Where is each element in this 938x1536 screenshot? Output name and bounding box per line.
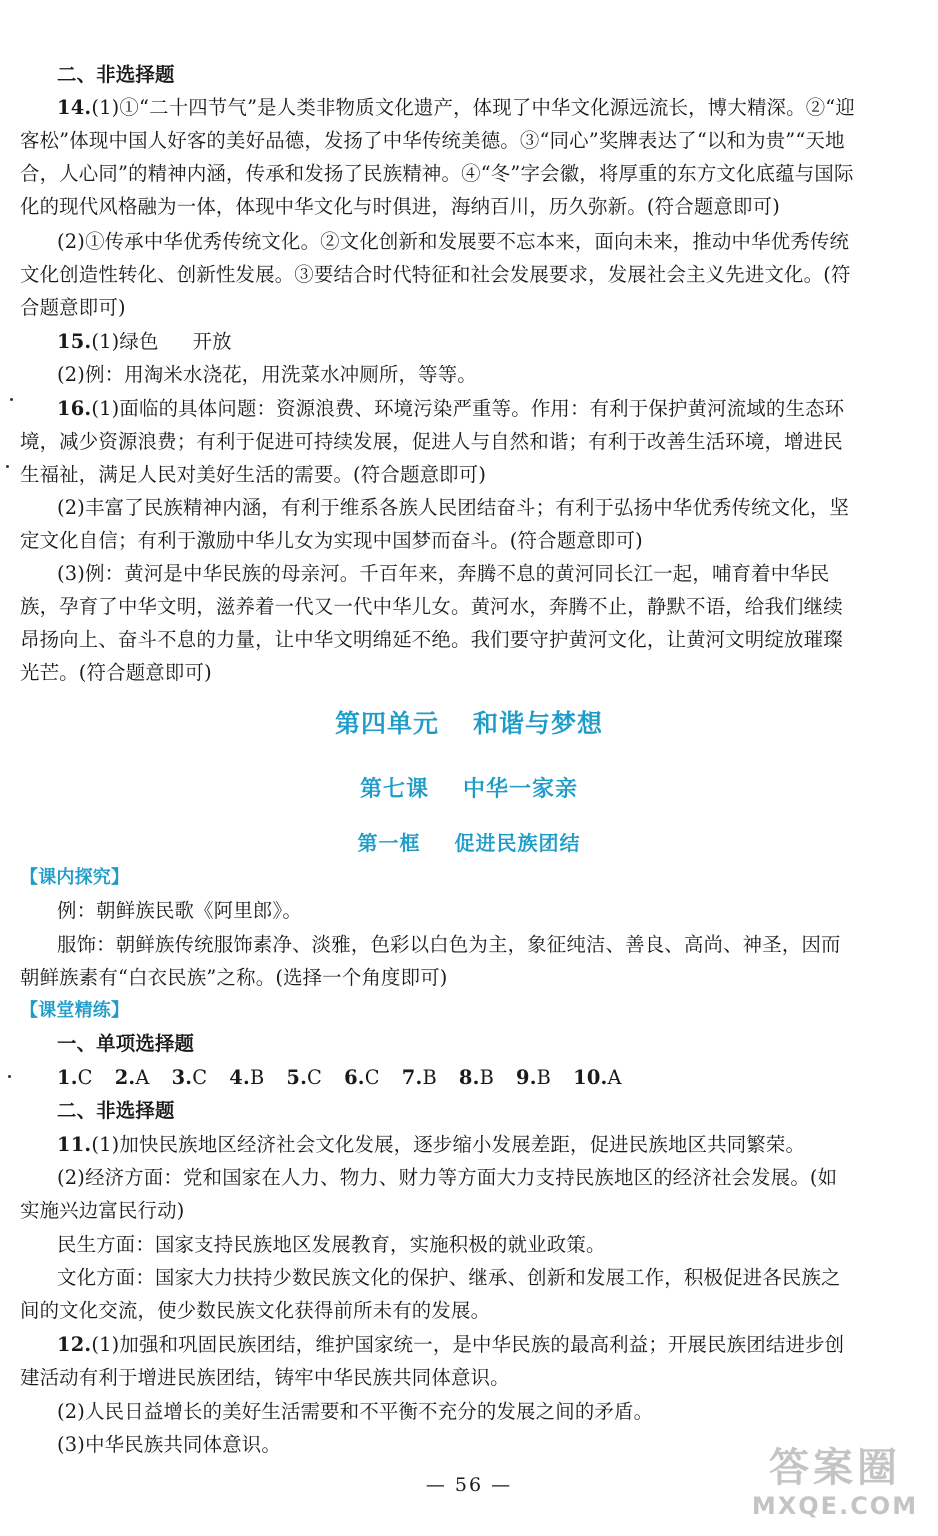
q15-line-2: (2)例：用淘米水浇花，用洗菜水冲厕所，等等。 (57, 363, 477, 386)
q12-line-1 (57, 1328, 918, 1361)
q16-line-7: 族，孕育了中华文明，滋养着一代又一代中华儿女。黄河水，奔腾不止，静默不语，给我们继续 (20, 595, 843, 618)
answer-number: 5. (286, 1066, 308, 1089)
answer-item (402, 1061, 437, 1094)
q16-line-5: 定文化自信；有利于激励中华儿女为实现中国梦而奋斗。(符合题意即可) (20, 529, 643, 552)
q11-line-3: 实施兴边富民行动) (20, 1199, 185, 1222)
answer-letter: A (607, 1066, 622, 1089)
unit-title (0, 704, 938, 744)
q14-line-7: 合题意即可) (20, 296, 126, 319)
answer-item (459, 1061, 494, 1094)
q14-line-4: 化的现代风格融为一体，体现中华文化与时俱进，海纳百川，历久弥新。(符合题意即可) (20, 195, 780, 218)
q15-line-1 (57, 325, 918, 358)
q11-line-6: 间的文化交流，使少数民族文化获得前所未有的发展。 (20, 1299, 491, 1322)
unit-name: 和谐与梦想 (473, 709, 604, 738)
q14-line-3: 合，人心同”的精神内涵，传承和发扬了民族精神。④“冬”字会徽，将厚重的东方文化底蕴与国际 (20, 162, 854, 185)
q11-text-1: (1)加快民族地区经济社会文化发展，逐步缩小发展差距，促进民族地区共同繁荣。 (91, 1133, 806, 1156)
q11-line-4: 民生方面：国家支持民族地区发展教育，实施积极的就业政策。 (57, 1233, 606, 1256)
section-heading-single-choice: 一、单项选择题 (57, 1032, 195, 1055)
answer-number: 10. (573, 1066, 608, 1089)
q14-number: 14. (57, 96, 92, 119)
q16-text-1: (1)面临的具体问题：资源浪费、环境污染严重等。作用：有利于保护黄河流域的生态环 (91, 397, 845, 420)
q14-text-1: (1)①“二十四节气”是人类非物质文化遗产，体现了中华文化源远流长，博大精深。②“迎 (91, 96, 856, 119)
q16-line-8: 昂扬向上、奋斗不息的力量，让中华文明绵延不绝。我们要守护黄河文化，让黄河文明绽放璀璨 (20, 628, 843, 651)
q16-line-2: 境，减少资源浪费；有利于促进可持续发展，促进人与自然和谐；有利于改善生活环境，增进民 (20, 430, 843, 453)
q16-line-6: (3)例：黄河是中华民族的母亲河。千百年来，奔腾不息的黄河同长江一起，哺育着中华民 (57, 562, 830, 585)
answer-letter: C (192, 1066, 208, 1089)
margin-mark (6, 465, 9, 468)
q15-number: 15. (57, 330, 92, 353)
explore-line-2: 服饰：朝鲜族传统服饰素净、淡雅，色彩以白色为主，象征纯洁、善良、高尚、神圣，因而 (57, 933, 841, 956)
q15-answer-1: (1)绿色 (91, 330, 159, 353)
page-number: — 56 — (425, 1474, 513, 1496)
lesson-name: 中华一家亲 (463, 777, 579, 802)
answer-item (516, 1061, 551, 1094)
q15-answer-2: 开放 (192, 330, 232, 353)
answer-item (229, 1061, 264, 1094)
answer-item (344, 1061, 380, 1094)
q11-line-2: (2)经济方面：党和国家在人力、物力、财力等方面大力支持民族地区的经济社会发展。(如 (57, 1166, 838, 1189)
q11-line-1 (57, 1128, 918, 1161)
answer-number: 4. (229, 1066, 250, 1089)
answer-number: 1. (57, 1066, 78, 1089)
tag-classroom-inquiry: 【课内探究】 (20, 867, 130, 888)
answer-number: 7. (401, 1066, 423, 1089)
section-heading-nonchoice: 二、非选择题 (57, 63, 175, 86)
answer-letter: C (307, 1066, 323, 1089)
margin-mark (8, 1075, 11, 1078)
answer-number: 8. (458, 1066, 480, 1089)
watermark-domain: MXQE.COM (751, 1492, 919, 1520)
single-choice-answers (57, 1061, 918, 1094)
answer-letter: B (249, 1066, 265, 1089)
q12-line-4: (3)中华民族共同体意识。 (57, 1433, 281, 1456)
frame-name: 促进民族团结 (454, 831, 581, 855)
q12-text-1: (1)加强和巩固民族团结，维护国家统一，是中华民族的最高利益；开展民族团结进步创 (91, 1333, 845, 1356)
watermark-logo-text: 答案圈 (769, 1445, 901, 1491)
q16-line-1 (57, 392, 918, 425)
q14-line-6: 文化创造性转化、创新性发展。③要结合时代特征和社会发展要求，发展社会主义先进文化。(符 (20, 263, 851, 286)
q14-line-2: 客松”体现中国人好客的美好品德，发扬了中华传统美德。③“同心”奖牌表达了“以和为贵”“天地 (20, 129, 845, 152)
q12-number: 12. (57, 1333, 92, 1356)
lesson-number: 第七课 (359, 777, 429, 802)
answer-item (115, 1061, 150, 1094)
lesson-title (0, 772, 938, 808)
q14-line-5: (2)①传承中华优秀传统文化。②文化创新和发展要不忘本来，面向未来，推动中华优秀传统 (57, 230, 850, 253)
unit-number: 第四单元 (334, 709, 439, 738)
answer-item (57, 1061, 93, 1094)
answer-number: 9. (516, 1066, 537, 1089)
margin-mark (10, 398, 13, 401)
site-watermark-logo (746, 1444, 924, 1526)
answer-number: 2. (114, 1066, 136, 1089)
q14-line-1 (57, 91, 918, 124)
answer-number: 6. (344, 1066, 365, 1089)
q16-line-9: 光芒。(符合题意即可) (20, 661, 212, 684)
explore-line-1: 例：朝鲜族民歌《阿里郎》。 (57, 899, 302, 922)
q12-line-2: 建活动有利于增进民族团结，铸牢中华民族共同体意识。 (20, 1366, 510, 1389)
q12-line-3: (2)人民日益增长的美好生活需要和不平衡不充分的发展之间的矛盾。 (57, 1400, 654, 1423)
answer-letter: A (135, 1066, 150, 1089)
answer-letter: B (536, 1066, 552, 1089)
answer-letter: C (77, 1066, 93, 1089)
q16-line-4: (2)丰富了民族精神内涵，有利于维系各族人民团结奋斗；有利于弘扬中华优秀传统文化，坚 (57, 496, 850, 519)
answer-number: 3. (171, 1066, 193, 1089)
section-heading-nonchoice-2: 二、非选择题 (57, 1099, 175, 1122)
answer-item (286, 1061, 322, 1094)
answer-item (172, 1061, 208, 1094)
answer-item (573, 1061, 622, 1094)
explore-line-3: 朝鲜族素有“白衣民族”之称。(选择一个角度即可) (20, 966, 448, 989)
answer-letter: C (364, 1066, 380, 1089)
answer-letter: B (479, 1066, 495, 1089)
q16-line-3: 生福祉，满足人民对美好生活的需要。(符合题意即可) (20, 463, 487, 486)
frame-title (0, 826, 938, 860)
q11-line-5: 文化方面：国家大力扶持少数民族文化的保护、继承、创新和发展工作，积极促进各民族之 (57, 1266, 841, 1289)
tag-classroom-practice: 【课堂精练】 (20, 1000, 130, 1021)
q11-number: 11. (57, 1133, 92, 1156)
answer-letter: B (422, 1066, 437, 1089)
q16-number: 16. (57, 397, 92, 420)
frame-number: 第一框 (357, 831, 421, 855)
